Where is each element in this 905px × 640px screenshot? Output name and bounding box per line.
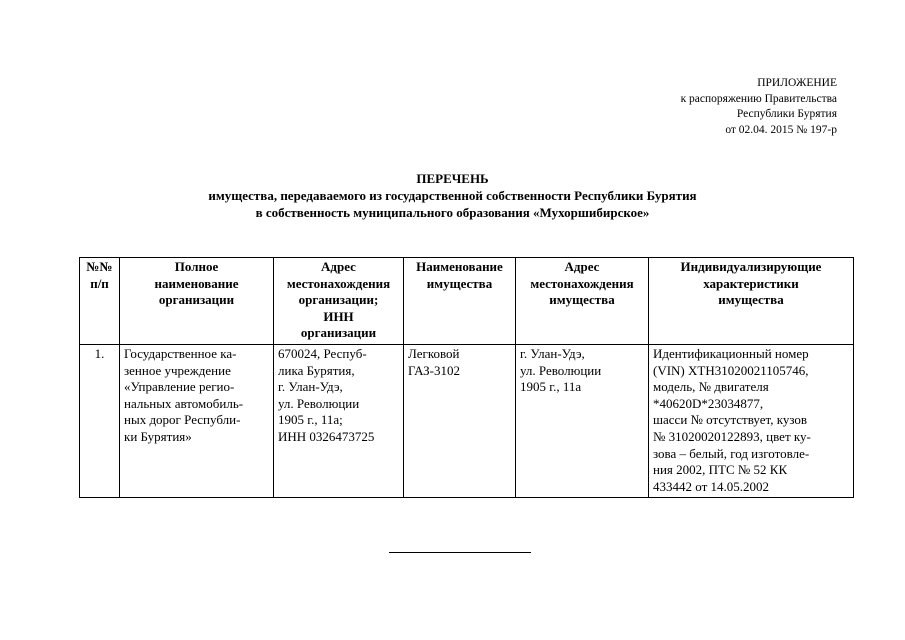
header-text: Полное xyxy=(174,259,219,274)
cell-text: ки Бурятия» xyxy=(124,428,192,444)
header-text: п/п xyxy=(90,275,109,291)
cell-text: (VIN) XTH31020021105746, xyxy=(653,362,809,378)
header-text: Наименование xyxy=(416,259,503,274)
cell-text: № 31020020122893, цвет ку- xyxy=(653,428,811,444)
table-row xyxy=(80,344,854,497)
cell-text: зенное учреждение xyxy=(124,362,231,378)
header-text: Адрес xyxy=(321,259,356,274)
header-property-name xyxy=(404,258,516,345)
header-org-address xyxy=(274,258,404,345)
header-text: Адрес xyxy=(564,259,600,274)
header-text: местонахождения xyxy=(286,275,391,291)
header-property-address xyxy=(516,258,649,345)
appendix-line: к распоряжению Правительства xyxy=(680,92,837,105)
header-text: организации xyxy=(300,325,377,341)
cell-property-name xyxy=(404,344,516,497)
header-text: местонахождения xyxy=(530,275,634,291)
cell-text: «Управление регио- xyxy=(124,379,235,395)
cell-text: ния 2002, ПТС № 52 КК xyxy=(653,462,788,478)
cell-text: 1. xyxy=(94,345,105,361)
document-subtitle: имущества, передаваемого из государственной собственности Республики Бурятия xyxy=(208,188,697,203)
cell-number xyxy=(80,344,120,497)
cell-text: шасси № отсутствует, кузов xyxy=(653,412,808,428)
appendix-line: от 02.04. 2015 № 197-р xyxy=(725,123,837,136)
cell-text: ИНН 0326473725 xyxy=(278,428,375,444)
cell-text: зова – белый, год изготовле- xyxy=(653,445,810,461)
header-text: организации; xyxy=(298,292,379,308)
cell-text: ул. Революции xyxy=(278,395,360,411)
header-text: имущества xyxy=(718,292,784,308)
document-title: ПЕРЕЧЕНЬ xyxy=(416,171,489,186)
property-table xyxy=(79,257,854,498)
header-number xyxy=(80,258,120,345)
cell-text: 1905 г., 11а; xyxy=(278,412,343,428)
appendix-line: Республики Бурятия xyxy=(736,108,837,120)
document-subtitle: в собственность муниципального образования «Мухоршибирское» xyxy=(255,205,650,220)
cell-text: г. Улан-Удэ, xyxy=(520,345,585,361)
header-text: имущества xyxy=(426,275,493,291)
cell-org-name xyxy=(120,344,274,497)
table-body xyxy=(80,344,854,497)
header-text: имущества xyxy=(549,292,615,308)
header-text: ИНН xyxy=(323,308,354,324)
cell-text: нальных автомобиль- xyxy=(124,395,244,411)
cell-org-address xyxy=(274,344,404,497)
cell-property-address xyxy=(516,344,649,497)
table-header-row xyxy=(80,258,854,345)
appendix-title: ПРИЛОЖЕНИЕ xyxy=(757,77,837,89)
header-characteristics xyxy=(649,258,854,345)
cell-text: *40620D*23034877, xyxy=(653,395,764,411)
cell-text: ГАЗ-3102 xyxy=(408,362,461,378)
document-heading xyxy=(0,170,905,221)
cell-text: 670024, Респуб- xyxy=(278,345,367,361)
cell-text: Идентификационный номер xyxy=(653,345,809,361)
cell-text: г. Улан-Удэ, xyxy=(278,379,343,395)
cell-text: лика Бурятия, xyxy=(278,362,355,378)
header-text: организации xyxy=(158,292,235,308)
header-text: наименование xyxy=(154,275,239,291)
header-org-name xyxy=(120,258,274,345)
cell-text: ных дорог Республи- xyxy=(124,412,241,428)
cell-text: Государственное ка- xyxy=(124,345,237,361)
cell-text: 433442 от 14.05.2002 xyxy=(653,478,770,494)
cell-characteristics xyxy=(649,344,854,497)
cell-text: ул. Революции xyxy=(520,362,602,378)
header-text: Индивидуализирующие xyxy=(680,259,822,274)
cell-text: модель, № двигателя xyxy=(653,379,769,395)
appendix-block xyxy=(681,76,837,138)
header-text: характеристики xyxy=(703,275,799,291)
footer-rule xyxy=(389,552,531,553)
cell-text: 1905 г., 11а xyxy=(520,379,582,395)
header-text: №№ xyxy=(86,259,113,274)
cell-text: Легковой xyxy=(408,345,460,361)
